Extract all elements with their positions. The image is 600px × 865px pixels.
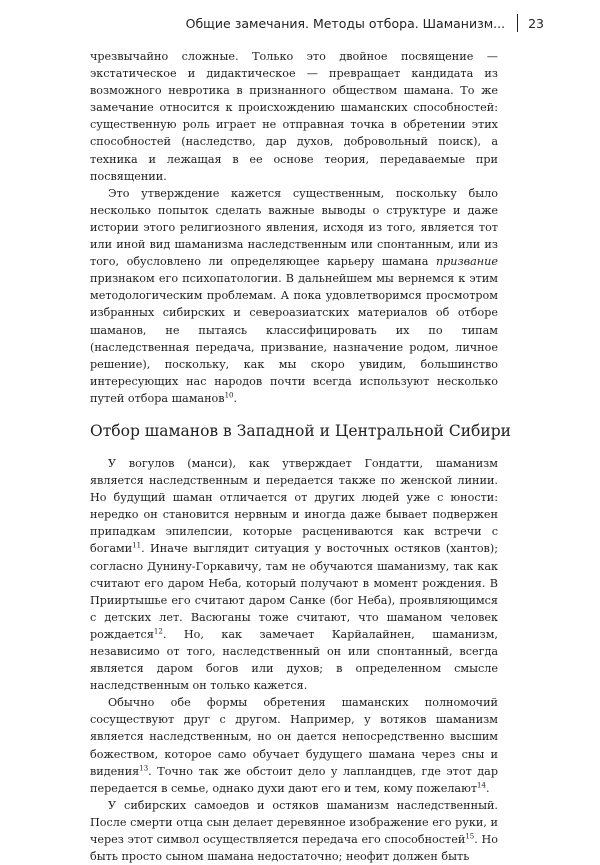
paragraph-3: У вогулов (манси), как утверждает Гондатти, шаманизм является наследственным и передается также по женской линии. Но будущий шаман отличается от других людей уже с юности: нередко он становится нервным и иногда даже бывает подвержен припадкам эпилепсии, которые расцениваются как встречи с богами$^{11}$. Иначе выглядит ситуация у восточных остяков (хантов); согласно Дунину-Горкавичу, там не обучаются шаманизму, так как считают его даром Неба, который получают в момент рождения. В Прииртышье его считают даром Санке (бог Неба), проявляющимся с детских лет. Васюганы тоже считают, что шаманом человек рождается$^{12}$. Но, как замечает Карйалайнен, шаманизм, независимо от того, наследственный он или спонтанный, всегда является даром богов или духов; в определенном смысле наследственным он только кажется. [90,456,498,693]
running-header [186,14,544,32]
italic-term: призвание [435,255,498,269]
header-title: Общие замечания. Методы отбора. Шаманизм... [185,15,506,31]
section-heading: Отбор шаманов в Западной и Центральной Сибири [90,421,511,440]
footnote-ref: 15 [465,832,475,841]
footnote-ref: 10 [224,391,234,400]
page-number: 23 [528,15,544,31]
page-body [90,48,511,865]
paragraph-5: У сибирских самоедов и остяков шаманизм наследственный. После смерти отца сын делает деревянное изображение его руки, и через этот символ осуществляется передача его способностей$^{15}$. Но быть просто сыном шамана недостаточно; неофит должен быть [90,798,498,864]
header-divider [517,14,518,32]
footnote-ref: 13 [139,763,149,772]
paragraph-1: чрезвычайно сложные. Только это двойное посвящение — экстатическое и дидактическое — превращает кандидата из возможного невротика в признанного обществом шамана. То же замечание относится к происхождению шаманских способностей: существенную роль играет не отправная точка в обретении этих способностей (наследство, дар духов, добровольный поиск), а техника и лежащая в ее основе теория, передаваемые при посвящении. [90,50,498,183]
paragraph-2: Это утверждение кажется существенным, поскольку было несколько попыток сделать важные выводы о структуре и даже истории этого религиозного явления, исходя из того, является тот или иной вид шаманизма наследственным или спонтанным, или из того, обусловлено ли определяющее карьеру шамана призвание признаком его психопатологии. В дальнейшем мы вернемся к этим методологическим проблемам. А пока удовлетворимся просмотром избранных сибирских и североазиатских материалов об отборе шаманов, не пытаясь классифицировать их по типам (наследственная передача, призвание, назначение родом, личное решение), поскольку, как мы скоро увидим, большинство интересующих нас народов почти всегда используют несколько путей отбора шаманов$^{10}$. [90,186,498,405]
footnote-ref: 14 [477,781,486,790]
footnote-ref: 12 [153,627,163,636]
footnote-ref: 11 [132,541,142,550]
paragraph-4: Обычно обе формы обретения шаманских полномочий сосуществуют друг с другом. Например, у вотяков шаманизм является наследственным, но он дается непосредственно высшим божеством, которое само обучает будущего шамана через сны и видения$^{13}$. Точно так же обстоит дело у лапландцев, где этот дар передается в семье, однако духи дают его и тем, кому пожелают$^{14}$. [90,696,498,795]
